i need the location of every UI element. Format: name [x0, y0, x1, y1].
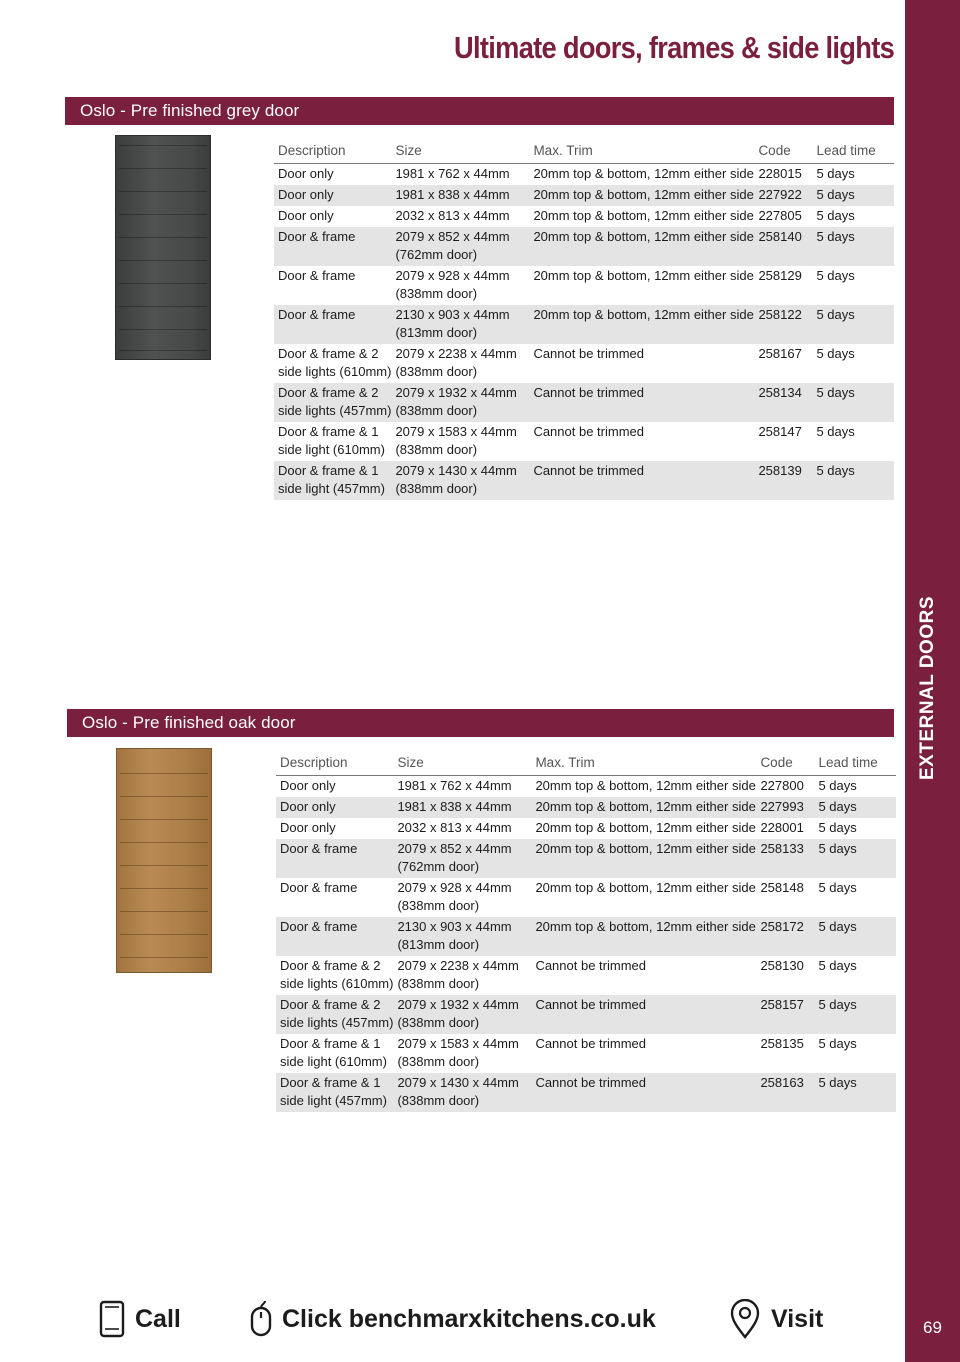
size-cell: [391, 344, 529, 383]
table-row: [276, 1034, 896, 1073]
description-cell-line: Door & frame & 2: [280, 958, 381, 973]
lead-time-cell: 5 days: [816, 166, 855, 181]
table-row: [276, 878, 896, 917]
max-trim-cell: 20mm top & bottom, 12mm either side: [531, 797, 756, 818]
code-cell: 258157: [756, 995, 814, 1034]
size-cell-line: (838mm door): [395, 403, 478, 418]
oak-door-image: [116, 748, 212, 973]
max-trim-cell: Cannot be trimmed: [529, 461, 754, 500]
size-cell-line: (838mm door): [397, 1054, 480, 1069]
header-description: Description: [276, 750, 393, 776]
max-trim-cell: 20mm top & bottom, 12mm either side: [533, 166, 754, 181]
size-cell: [391, 227, 529, 266]
description-cell-line: Door only: [280, 778, 336, 793]
table-row: [274, 422, 894, 461]
header-description: Description: [274, 138, 391, 164]
size-cell-line: 2032 x 813 x 44mm: [395, 208, 510, 223]
size-cell: [393, 776, 531, 798]
table-header-row: [274, 138, 894, 164]
table-row: [274, 305, 894, 344]
size-cell-line: 1981 x 838 x 44mm: [397, 799, 512, 814]
description-cell: [274, 383, 391, 422]
size-cell-line: 2130 x 903 x 44mm: [397, 919, 512, 934]
description-cell-line: side lights (610mm): [280, 976, 394, 991]
description-cell: [276, 797, 393, 818]
size-cell-line: 2079 x 928 x 44mm: [395, 268, 510, 283]
table-row: [274, 461, 894, 500]
lead-time-cell: 5 days: [818, 1036, 857, 1051]
description-cell-line: side lights (610mm): [278, 364, 392, 379]
lead-time-cell: 5 days: [816, 208, 855, 223]
header-code: Code: [756, 750, 814, 776]
max-trim-cell: Cannot be trimmed: [533, 424, 644, 439]
footer: [0, 1296, 900, 1342]
lead-time-cell: 5 days: [814, 995, 896, 1034]
code-cell: 227805: [758, 208, 802, 223]
size-cell-line: (838mm door): [397, 1093, 480, 1108]
table-row: [276, 839, 896, 878]
size-cell-line: 2079 x 1430 x 44mm: [395, 463, 517, 478]
max-trim-cell: 20mm top & bottom, 12mm either side: [533, 208, 754, 223]
table-row: [274, 206, 894, 227]
description-cell-line: Door & frame & 1: [278, 424, 379, 439]
lead-time-cell: 5 days: [814, 839, 896, 878]
website-link[interactable]: [249, 1296, 656, 1342]
code-cell: 227993: [756, 797, 814, 818]
table-row: [276, 917, 896, 956]
code-cell: 258135: [760, 1036, 804, 1051]
page-title: Ultimate doors, frames & side lights: [453, 30, 894, 65]
description-cell-line: Door & frame & 1: [280, 1075, 381, 1090]
description-cell-line: Door only: [280, 799, 336, 814]
description-cell-line: side light (457mm): [280, 1093, 387, 1108]
size-cell-line: 2079 x 928 x 44mm: [397, 880, 512, 895]
header-lead-time: Lead time: [814, 750, 896, 776]
size-cell-line: 1981 x 762 x 44mm: [397, 778, 512, 793]
description-cell-line: Door & frame: [278, 268, 356, 283]
max-trim-cell: Cannot be trimmed: [531, 1073, 756, 1112]
grey-door-image: [115, 135, 211, 360]
description-cell: [274, 305, 391, 344]
table-row: [276, 995, 896, 1034]
section-title-grey-door: Oslo - Pre finished grey door: [65, 97, 894, 125]
code-cell: 258133: [756, 839, 814, 878]
size-cell-line: 2130 x 903 x 44mm: [395, 307, 510, 322]
max-trim-cell: Cannot be trimmed: [533, 346, 644, 361]
description-cell: [276, 956, 393, 995]
description-cell-line: Door & frame & 2: [278, 385, 379, 400]
lead-time-cell: 5 days: [816, 268, 855, 283]
description-cell-line: side lights (457mm): [278, 403, 392, 418]
max-trim-cell: Cannot be trimmed: [535, 1036, 646, 1051]
description-cell-line: side light (610mm): [278, 442, 385, 457]
size-cell-line: 2079 x 2238 x 44mm: [397, 958, 519, 973]
size-cell: [393, 956, 531, 995]
description-cell-line: Door & frame: [278, 307, 356, 322]
code-cell: 258163: [756, 1073, 814, 1112]
size-cell-line: 2079 x 852 x 44mm: [397, 841, 512, 856]
code-cell: 258167: [758, 346, 802, 361]
size-cell: [393, 878, 531, 917]
code-cell: 258172: [756, 917, 814, 956]
size-cell: [391, 422, 529, 461]
size-cell-line: (838mm door): [395, 442, 478, 457]
header-size: Size: [391, 138, 529, 164]
size-cell-line: 2079 x 2238 x 44mm: [395, 346, 517, 361]
lead-time-cell: 5 days: [816, 424, 855, 439]
description-cell: [276, 839, 393, 878]
description-cell-line: side lights (457mm): [280, 1015, 394, 1030]
table-row: [276, 818, 896, 839]
phone-icon: [99, 1300, 125, 1338]
size-cell-line: (838mm door): [395, 481, 478, 496]
size-cell: [393, 1073, 531, 1112]
max-trim-cell: Cannot be trimmed: [531, 995, 756, 1034]
header-code: Code: [754, 138, 812, 164]
max-trim-cell: 20mm top & bottom, 12mm either side: [535, 880, 756, 895]
code-cell: 258148: [760, 880, 804, 895]
size-cell: [391, 164, 529, 186]
size-cell: [393, 995, 531, 1034]
description-cell: [274, 185, 391, 206]
code-cell: 258122: [754, 305, 812, 344]
description-cell-line: Door only: [278, 187, 334, 202]
code-cell: 258147: [758, 424, 802, 439]
description-cell-line: Door & frame & 2: [280, 997, 381, 1012]
table-row: [274, 164, 894, 186]
page-number: 69: [923, 1318, 942, 1337]
lead-time-cell: 5 days: [818, 778, 857, 793]
call-label: Call: [135, 1304, 181, 1333]
description-cell: [276, 995, 393, 1034]
header-max-trim: Max. Trim: [531, 750, 756, 776]
size-cell: [391, 305, 529, 344]
description-cell: [276, 1034, 393, 1073]
description-cell: [274, 461, 391, 500]
lead-time-cell: 5 days: [812, 305, 894, 344]
description-cell: [276, 818, 393, 839]
max-trim-cell: 20mm top & bottom, 12mm either side: [529, 185, 754, 206]
size-cell: [391, 206, 529, 227]
table-row: [276, 1073, 896, 1112]
code-cell: 227922: [754, 185, 812, 206]
description-cell: [276, 1073, 393, 1112]
size-cell: [391, 185, 529, 206]
size-cell-line: 2079 x 1583 x 44mm: [395, 424, 517, 439]
description-cell-line: Door & frame & 1: [280, 1036, 381, 1051]
header-max-trim: Max. Trim: [529, 138, 754, 164]
description-cell-line: side light (610mm): [280, 1054, 387, 1069]
table-row: [274, 185, 894, 206]
description-cell-line: Door only: [280, 820, 336, 835]
mouse-icon: [249, 1300, 273, 1338]
size-cell-line: (813mm door): [397, 937, 480, 952]
max-trim-cell: 20mm top & bottom, 12mm either side: [531, 839, 756, 878]
table-row: [274, 227, 894, 266]
size-cell: [393, 797, 531, 818]
max-trim-cell: 20mm top & bottom, 12mm either side: [533, 268, 754, 283]
description-cell: [274, 206, 391, 227]
section-title-oak-door: Oslo - Pre finished oak door: [67, 709, 894, 737]
click-label: Click benchmarxkitchens.co.uk: [282, 1304, 656, 1333]
max-trim-cell: 20mm top & bottom, 12mm either side: [529, 227, 754, 266]
visit-label: Visit: [771, 1304, 824, 1333]
code-cell: 258134: [754, 383, 812, 422]
table-row: [276, 776, 896, 798]
size-cell: [391, 461, 529, 500]
size-cell-line: 2079 x 852 x 44mm: [395, 229, 510, 244]
size-cell-line: 1981 x 762 x 44mm: [395, 166, 510, 181]
header-lead-time: Lead time: [812, 138, 894, 164]
location-pin-icon: [729, 1299, 761, 1339]
code-cell: 228015: [758, 166, 802, 181]
size-cell-line: (838mm door): [397, 976, 480, 991]
size-cell-line: (838mm door): [397, 898, 480, 913]
size-cell-line: 2079 x 1430 x 44mm: [397, 1075, 519, 1090]
description-cell: [274, 344, 391, 383]
code-cell: 258139: [754, 461, 812, 500]
lead-time-cell: 5 days: [818, 820, 857, 835]
size-cell-line: 2079 x 1932 x 44mm: [397, 997, 519, 1012]
max-trim-cell: 20mm top & bottom, 12mm either side: [531, 917, 756, 956]
description-cell-line: Door & frame: [280, 880, 358, 895]
size-cell-line: (762mm door): [395, 247, 478, 262]
table-row: [274, 383, 894, 422]
max-trim-cell: 20mm top & bottom, 12mm either side: [535, 778, 756, 793]
lead-time-cell: 5 days: [812, 383, 894, 422]
size-cell-line: (762mm door): [397, 859, 480, 874]
code-cell: 258129: [758, 268, 802, 283]
max-trim-cell: Cannot be trimmed: [529, 383, 754, 422]
description-cell: [276, 878, 393, 917]
description-cell-line: Door only: [278, 166, 334, 181]
section-side-label: EXTERNAL DOORS: [917, 595, 938, 781]
oak-door-spec-table: [276, 750, 896, 1112]
description-cell-line: Door & frame & 1: [278, 463, 379, 478]
description-cell: [274, 164, 391, 186]
description-cell: [274, 227, 391, 266]
description-cell: [276, 917, 393, 956]
max-trim-cell: 20mm top & bottom, 12mm either side: [535, 820, 756, 835]
lead-time-cell: 5 days: [812, 461, 894, 500]
size-cell: [393, 839, 531, 878]
description-cell-line: Door & frame: [280, 919, 358, 934]
lead-time-cell: 5 days: [812, 227, 894, 266]
size-cell-line: (838mm door): [397, 1015, 480, 1030]
lead-time-cell: 5 days: [814, 917, 896, 956]
size-cell: [393, 917, 531, 956]
max-trim-cell: Cannot be trimmed: [535, 958, 646, 973]
description-cell: [276, 776, 393, 798]
size-cell-line: 2032 x 813 x 44mm: [397, 820, 512, 835]
code-cell: 228001: [760, 820, 804, 835]
size-cell: [393, 818, 531, 839]
description-cell: [274, 266, 391, 305]
description-cell-line: Door & frame: [280, 841, 358, 856]
description-cell: [274, 422, 391, 461]
code-cell: 227800: [760, 778, 804, 793]
visit-link[interactable]: [729, 1296, 823, 1342]
call-link[interactable]: [99, 1296, 181, 1342]
lead-time-cell: 5 days: [814, 1073, 896, 1112]
table-row: [274, 266, 894, 305]
code-cell: 258140: [754, 227, 812, 266]
description-cell-line: side light (457mm): [278, 481, 385, 496]
table-row: [276, 956, 896, 995]
description-cell-line: Door only: [278, 208, 334, 223]
size-cell: [391, 383, 529, 422]
header-size: Size: [393, 750, 531, 776]
code-cell: 258130: [760, 958, 804, 973]
size-cell: [391, 266, 529, 305]
lead-time-cell: 5 days: [818, 880, 857, 895]
size-cell-line: 2079 x 1932 x 44mm: [395, 385, 517, 400]
lead-time-cell: 5 days: [816, 346, 855, 361]
lead-time-cell: 5 days: [812, 185, 894, 206]
table-row: [274, 344, 894, 383]
size-cell: [393, 1034, 531, 1073]
size-cell-line: (838mm door): [395, 364, 478, 379]
lead-time-cell: 5 days: [818, 958, 857, 973]
table-header-row: [276, 750, 896, 776]
grey-door-spec-table: [274, 138, 894, 500]
size-cell-line: (838mm door): [395, 286, 478, 301]
description-cell-line: Door & frame: [278, 229, 356, 244]
size-cell-line: (813mm door): [395, 325, 478, 340]
size-cell-line: 2079 x 1583 x 44mm: [397, 1036, 519, 1051]
description-cell-line: Door & frame & 2: [278, 346, 379, 361]
max-trim-cell: 20mm top & bottom, 12mm either side: [529, 305, 754, 344]
size-cell-line: 1981 x 838 x 44mm: [395, 187, 510, 202]
lead-time-cell: 5 days: [814, 797, 896, 818]
table-row: [276, 797, 896, 818]
